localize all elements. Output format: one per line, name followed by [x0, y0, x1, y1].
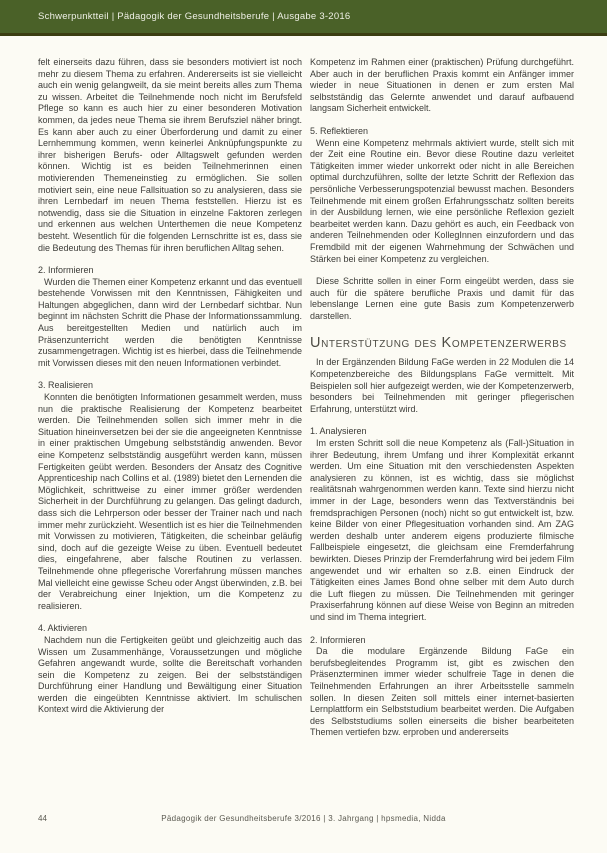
paragraph: Wenn eine Kompetenz mehrmals aktiviert wurde, stellt sich mit der Zeit eine Routine ein. Bevor diese Routine dazu verleitet Tätigkeiten immer wieder unkorrekt oder nicht in alle Bereichen optimal durchzuführen, sollte der letzte Schritt der Reflexion das persönliche Verbesserungspotenzial bewusst machen. Besonders Teilnehmende mit einem großen Erfahrungsschatz sollten bereits in der Ausbildung lernen, wie eine persönliche Reflexion gezielt bearbeitet werden kann. Dazu gehört es auch, ein Feedback von anderen Teilnehmenden oder KollegInnen einzufordern und das Fremdbild mit der eigenen Wahrnehmung der Schwächen und Stärken bei einer Kompetenz zu vergleichen.	[310, 137, 574, 264]
subsection-heading-analysieren: 1. Analysieren	[310, 426, 367, 437]
paragraph: Konnten die benötigten Informationen gesammelt werden, muss nun die praktische Realisierung der Kompetenz bearbeitet werden. Die Teilnehmenden sollen sich immer mehr in die Situation hineinversetzen bei der sie die angeeigneten Kenntnisse in einer praktischen Umgebung selbstständig anwenden. Bevor eine Kompetenz selbstständig ausgeführt werden kann, müssen Fertigkeiten geübt werden. Besonders der Ansatz des Cognitive Apprenticeship nach Collins et al. (1989) bietet den Lernenden die Möglichkeit, schrittweise zu einer immer größer werdenden Sicherheit in der Durchführung zu gelangen. Das gelingt dadurch, dass sich die Lehrperson oder besser der Trainer nach und nach immer mehr zurückzieht. Wesentlich ist es hier die Teilnehmenden mit Vorwissen zu motivieren, Tätigkeiten, die scheinbar geläufig sind, doch auf die gezeigte Weise zu üben. Eventuell bedeutet dies, eingefahrene, aber falsche Routinen zu verlassen. Teilnehmende ohne pflegerische Vorerfahrung müssen manches Mal vielleicht eine gewisse Scheu oder Angst überwinden, z.B. bei der Verabreichung einer Injektion, um die Kompetenz zu realisieren.	[38, 392, 302, 611]
subsection-heading-realisieren: 3. Realisieren	[38, 380, 94, 391]
paragraph: Da die modulare Ergänzende Bildung FaGe ein berufsbegleitendes Programm ist, gibt es zwischen den Präsenzterminen immer wieder schulfreie Tage in denen die Teilnehmenden Erfahrungen an ihrer Arbeitsstelle sammeln sollen. In diesen Zeiten soll mittels einer internet-basierten Lernplattform ein Selbststudium bearbeitet werden. Die Aufgaben des Selbststudiums sollen einerseits die bisher bearbeiteten Themen vertiefen bzw. erproben und andererseits	[310, 646, 574, 738]
paragraph: In der Ergänzenden Bildung FaGe werden in 22 Modulen die 14 Kompetenzbereiche des Bildungsplans FaGe vermittelt. Mit Beispielen soll hier aufgezeigt werden, wie der Kompetenzerwerb, besonders bei Teilnehmenden mit geringer pflegerischen Erfahrung, unterstützt wird.	[310, 357, 574, 414]
paragraph: Diese Schritte sollen in einer Form eingeübt werden, dass sie auch für die spätere berufliche Praxis und damit für das lebenslange Lernen eine gute Basis zum Kompetenzerwerb darstellen.	[310, 276, 574, 321]
paragraph-continuation: felt einerseits dazu führen, dass sie besonders motiviert ist noch mehr zu diesem Thema zu erfahren. Andererseits ist sie vielleicht auch ein wenig gelangweilt, da sie meint bereits alles zum Thema zu wissen. Arbeitet die Teilnehmende noch nicht im Berufsfeld Pflege so kann es auch hier zu einer besonderen Motivation kommen, da jedes neue Thema sie ihrem Berufsziel näher bringt. Es kann aber auch zu einer Überforderung und damit zu einer Lernhemmung kommen, wenn keinerlei Anknüpfungspunkte zu ihrer bisherigen Berufs- oder Alltagswelt gefunden werden können. Wichtig ist es beiden Teilnehmerinnen einen motivierenden Themeneinstieg zu ermöglichen. Sie sollen motiviert sein, eine neue Fallsituation so zu analysieren, dass sie ihren Lernbedarf im neuen Thema feststellen. Hierzu ist es notwendig, dass sie die Situation in einzelne Faktoren zerlegen und erkennen aus welchen Unterthemen die neue Kompetenz besteht. Wesentlich für die folgenden Lernschritte ist es, dass sie die Bedeutung des Themas für ihren beruflichen Alltag sehen.	[38, 57, 302, 253]
header-breadcrumb: Schwerpunktteil | Pädagogik der Gesundheitsberufe | Ausgabe 3-2016	[38, 11, 351, 22]
paragraph: Nachdem nun die Fertigkeiten geübt und gleichzeitig auch das Wissen um Zusammenhänge, Voraussetzungen und mögliche Gefahren angewandt wurde, sollte die Bereitschaft vorhanden sein die Kompetenz zu zeigen. Bei der selbstständigen Durchführung einer Handlung und Bewältigung einer Situation werden die eingeübten Kenntnisse aktiviert. Im schulischen Kontext wird die Aktivierung der	[38, 634, 302, 715]
page-header	[0, 0, 607, 36]
paragraph: Im ersten Schritt soll die neue Kompetenz als (Fall-)Situation in ihrer Bedeutung, ihrem Umfang und ihrer Komplexität erkannt werden. Um eine Situation mit den verschiedensten Aspekten analysieren zu können, ist es wichtig, dass sie möglichst realitätsnah wahrgenommen werden kann. Texte sind hierzu nicht immer in der Lage, besonders wenn das Textverständnis bei fremdsprachigen Personen (noch) nicht so gut entwickelt ist, bzw. keine Bilder von einer Pflegesituation vorhanden sind. Am ZAG werden deshalb unter anderem eigens produzierte filmische Fallbeispiele eingesetzt, die gleichsam eine Fremderfahrung bewirkten. Dieses Prinzip der Fremderfahrung wird bei jedem Film angewendet und wir erhalten so z.B. einen Eindruck der Tätigkeiten eines James Bond ohne selber mit dem Auto durch die Luft fliegen zu müssen. Die Teilnehmenden mit geringer Praxiserfahrung können auf diese Weise von Beginn an mitreden und sind im Thema integriert.	[310, 438, 574, 622]
left-column	[38, 57, 302, 739]
paragraph: Wurden die Themen einer Kompetenz erkannt und das eventuell bestehende Vorwissen mit den Kenntnissen, Fähigkeiten und Haltungen abgeglichen, dann wird der Lernbedarf sichtbar. Nun beginnt im nächsten Schritt die Phase der Informationssammlung. Aus bereitgestellten Medien und natürlich auch im Präsenzunterricht werden die benötigten Kenntnisse zusammengetragen. Wichtig ist es hierbei, dass die Teilnehmende mit Vorwissen dieses mit den neuen Informationen verbindet.	[38, 276, 302, 368]
page-number: 44	[38, 814, 47, 823]
footer-journal-info: Pädagogik der Gesundheitsberufe 3/2016 | 3. Jahrgang | hpsmedia, Nidda	[161, 814, 446, 823]
right-column	[310, 57, 574, 739]
section-heading-unterstuetzung: Unterstützung des Kompetenzerwerbs	[310, 335, 567, 352]
subsection-heading-informieren: 2. Informieren	[38, 265, 94, 276]
subsection-heading-informieren-2: 2. Informieren	[310, 634, 366, 645]
subsection-heading-reflektieren: 5. Reflektieren	[310, 125, 369, 136]
paragraph-continuation: Kompetenz im Rahmen einer (praktischen) Prüfung durchgeführt. Aber auch in der beruflichen Praxis kommt ein Anfänger immer wieder in neue Situationen in denen er zum ersten Mal selbstständig das Gelernte anwendet und darauf aufbauend langsam Sicherheit entwickelt.	[310, 57, 574, 114]
page-content	[0, 36, 607, 739]
subsection-heading-aktivieren: 4. Aktivieren	[38, 623, 88, 634]
page-footer	[0, 814, 607, 823]
